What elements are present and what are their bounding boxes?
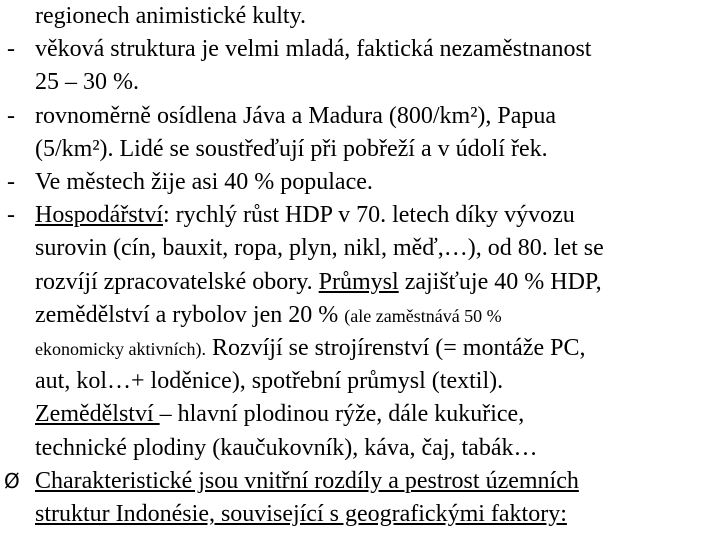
text-segment: (5/km²). Lidé se soustřeďují při pobřeží a v údolí řek. [35, 135, 548, 162]
text-segment: zajišťuje 40 % HDP, [398, 268, 602, 295]
paragraph-4-line-5 [35, 365, 503, 398]
paragraph-4-line-2 [35, 266, 602, 299]
text-segment: (ale zaměstnává 50 % [344, 305, 502, 326]
dash-bullet: - [7, 102, 15, 129]
paragraph-4-line-6 [35, 398, 524, 431]
text-segment: ekonomicky aktivních). [35, 339, 206, 359]
underlined-term: Zemědělství [35, 401, 160, 428]
underlined-term: Průmysl [318, 268, 399, 295]
text-segment: regionech animistické kulty. [35, 3, 307, 29]
text-segment: zemědělství a rybolov jen 20 % [35, 301, 345, 328]
paragraph-1-line-1 [35, 66, 139, 99]
paragraph-5-line-1 [35, 498, 567, 531]
paragraph-5-line-0 [35, 465, 579, 498]
paragraph-0-line-0 [35, 0, 306, 33]
text-segment: surovin (cín, bauxit, ropa, plyn, nikl, měď,…), od 80. let se [35, 235, 604, 262]
paragraph-4-line-1 [35, 232, 604, 265]
text-segment: Ve městech žije asi 40 % populace. [35, 169, 373, 195]
arrow-bullet-icon: Ø [4, 468, 20, 493]
text-segment: technické plodiny (kaučukovník), káva, čaj, tabák… [35, 434, 538, 461]
underlined-term: Hospodářství [35, 202, 163, 229]
text-segment: 25 – 30 %. [35, 69, 139, 96]
paragraph-4-line-4 [35, 332, 585, 366]
text-segment: rozvíjí zpracovatelské obory. [35, 268, 319, 295]
paragraph-2-line-0 [35, 100, 556, 133]
paragraph-4-line-7 [35, 432, 538, 465]
paragraph-4-line-3 [35, 299, 502, 333]
text-segment: aut, kol…+ loděnice), spotřební průmysl (textil). [35, 368, 504, 395]
text-segment: rovnoměrně osídlena Jáva a Madura (800/km²), Papua [35, 102, 557, 129]
dash-bullet: - [7, 202, 15, 229]
paragraph-3-line-0 [35, 166, 373, 199]
underlined-term: Charakteristické jsou vnitřní rozdíly a pestrost územních [35, 467, 579, 494]
dash-bullet: - [7, 36, 15, 63]
text-segment: věková struktura je velmi mladá, faktická nezaměstnanost [35, 36, 592, 63]
text-segment: Rozvíjí se strojírenství (= montáže PC, [205, 335, 586, 361]
dash-bullet: - [7, 169, 15, 195]
paragraph-1-line-0 [35, 33, 591, 66]
text-segment: : rychlý růst HDP v 70. letech díky vývozu [163, 202, 575, 229]
paragraph-4-line-0 [35, 199, 575, 232]
underlined-term: struktur Indonésie, související s geografickými faktory: [35, 501, 567, 527]
text-segment: – hlavní plodinou rýže, dále kukuřice, [159, 401, 525, 428]
paragraph-2-line-1 [35, 133, 548, 166]
